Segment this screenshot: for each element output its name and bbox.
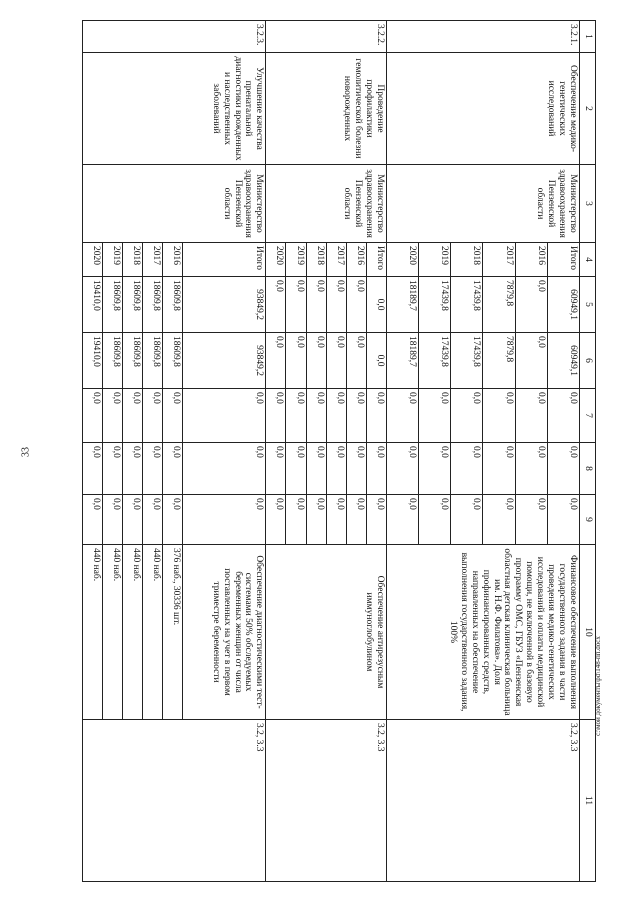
indicator-reference: 3.2, 3.3 — [386, 720, 579, 882]
federal-budget-cell: 0,0 — [306, 389, 326, 443]
total-funding-cell: 0,0 — [366, 277, 386, 333]
period-cell: 2019 — [103, 243, 123, 277]
total-funding-cell: 17439,8 — [418, 277, 450, 333]
total-funding-cell: 0,0 — [346, 277, 366, 333]
total-funding-cell: 18609,8 — [123, 277, 143, 333]
indicator-value: 440 наб. — [83, 545, 103, 720]
period-cell: 2018 — [123, 243, 143, 277]
federal-budget-cell: 0,0 — [163, 389, 183, 443]
indicator-description: Финансовое обеспечение выполнения государственного задания в части проведения медико-генетических исследований и оплаты медицинской помощи, не включенной в базовую программу ОМС, ГБУЗ «Пензенская областная детская клиническая больница им. Н.Ф. Филатова». Доля профинансированных средств, направленных на обеспечение выполнения государственного задания, 100% — [386, 545, 579, 720]
table-row — [183, 21, 266, 882]
table-row — [366, 21, 386, 882]
regional-budget-cell: 7879,8 — [483, 333, 515, 389]
period-cell: 2016 — [515, 243, 547, 277]
regional-budget-cell: 17439,8 — [451, 333, 483, 389]
indicator-description: Обеспечение диагностическими тест-системами 50% обследуемых беременных женщин от числа поставленных на учет в первом триместре беременности — [183, 545, 266, 720]
extrabudget-cell: 0,0 — [163, 495, 183, 545]
column-header-8: 8 — [580, 443, 596, 495]
federal-budget-cell: 0,0 — [418, 389, 450, 443]
period-cell: Итого — [183, 243, 266, 277]
regional-budget-cell: 0,0 — [366, 333, 386, 389]
total-funding-cell: 19410,0 — [83, 277, 103, 333]
federal-budget-cell: 0,0 — [515, 389, 547, 443]
period-cell: 2017 — [143, 243, 163, 277]
period-cell: 2018 — [306, 243, 326, 277]
local-budget-cell: 0,0 — [306, 443, 326, 495]
regional-budget-cell: 17439,8 — [418, 333, 450, 389]
activity-name: Улучшение качества пренатальной диагностики врожденных и наследственных заболеваний — [83, 53, 266, 165]
period-cell: Итого — [366, 243, 386, 277]
federal-budget-cell: 0,0 — [386, 389, 418, 443]
column-header-11: 11 — [580, 720, 596, 882]
extrabudget-cell: 0,0 — [326, 495, 346, 545]
local-budget-cell: 0,0 — [515, 443, 547, 495]
period-cell: 2019 — [418, 243, 450, 277]
activity-name: Проведение профилактики гемолитической болезни новорожденных — [266, 53, 386, 165]
extrabudget-cell: 0,0 — [306, 495, 326, 545]
period-cell: 2019 — [286, 243, 306, 277]
column-header-9: 9 — [580, 495, 596, 545]
extrabudget-cell: 0,0 — [366, 495, 386, 545]
indicator-value: 440 наб. — [123, 545, 143, 720]
total-funding-cell: 0,0 — [515, 277, 547, 333]
federal-budget-cell: 0,0 — [346, 389, 366, 443]
local-budget-cell: 0,0 — [183, 443, 266, 495]
regional-budget-cell: 0,0 — [515, 333, 547, 389]
regional-budget-cell: 19410,0 — [83, 333, 103, 389]
regional-budget-cell: 0,0 — [346, 333, 366, 389]
total-funding-cell: 18609,8 — [163, 277, 183, 333]
total-funding-cell: 18189,7 — [386, 277, 418, 333]
total-funding-cell: 93849,2 — [183, 277, 266, 333]
period-cell: Итого — [547, 243, 579, 277]
period-cell: 2016 — [163, 243, 183, 277]
federal-budget-cell: 0,0 — [366, 389, 386, 443]
column-header-6: 6 — [580, 333, 596, 389]
local-budget-cell: 0,0 — [266, 443, 286, 495]
regional-budget-cell: 0,0 — [326, 333, 346, 389]
extrabudget-cell: 0,0 — [386, 495, 418, 545]
responsible-executor: Министерство здравоохранения Пензенской области — [386, 165, 579, 243]
local-budget-cell: 0,0 — [451, 443, 483, 495]
activity-number: 3.2.2. — [266, 21, 386, 53]
local-budget-cell: 0,0 — [547, 443, 579, 495]
column-header-2: 2 — [580, 53, 596, 165]
total-funding-cell: 18609,8 — [143, 277, 163, 333]
period-cell: 2017 — [483, 243, 515, 277]
indicator-value: 440 наб. — [103, 545, 123, 720]
total-funding-cell: 18609,8 — [103, 277, 123, 333]
column-header-10: 10 — [580, 545, 596, 720]
total-funding-cell: 60949,1 — [547, 277, 579, 333]
indicator-reference: 3.2, 3.3 — [83, 720, 266, 882]
extrabudget-cell: 0,0 — [483, 495, 515, 545]
regional-budget-cell: 18609,8 — [143, 333, 163, 389]
total-funding-cell: 0,0 — [326, 277, 346, 333]
program-activities-table — [82, 20, 596, 882]
regional-budget-cell: 93849,2 — [183, 333, 266, 389]
extrabudget-cell: 0,0 — [286, 495, 306, 545]
activity-number: 3.2.1. — [386, 21, 579, 53]
regional-budget-cell: 0,0 — [266, 333, 286, 389]
regional-budget-cell: 60949,1 — [547, 333, 579, 389]
federal-budget-cell: 0,0 — [143, 389, 163, 443]
extrabudget-cell: 0,0 — [346, 495, 366, 545]
total-funding-cell: 0,0 — [306, 277, 326, 333]
column-header-1: 1 — [580, 21, 596, 53]
local-budget-cell: 0,0 — [163, 443, 183, 495]
local-budget-cell: 0,0 — [83, 443, 103, 495]
extrabudget-cell: 0,0 — [103, 495, 123, 545]
footer-file-path: c:\мои документы\pd\148-пп.docx — [594, 636, 602, 736]
federal-budget-cell: 0,0 — [451, 389, 483, 443]
page-number: 33 — [20, 447, 32, 457]
indicator-description: Обеспечение антирезусным иммуноглобулином — [266, 545, 386, 720]
local-budget-cell: 0,0 — [286, 443, 306, 495]
federal-budget-cell: 0,0 — [183, 389, 266, 443]
local-budget-cell: 0,0 — [103, 443, 123, 495]
extrabudget-cell: 0,0 — [143, 495, 163, 545]
activity-name: Обеспечение медико-генетических исследований — [386, 53, 579, 165]
period-cell: 2020 — [386, 243, 418, 277]
indicator-reference: 3.2, 3.3 — [266, 720, 386, 882]
federal-budget-cell: 0,0 — [123, 389, 143, 443]
total-funding-cell: 17439,8 — [451, 277, 483, 333]
extrabudget-cell: 0,0 — [451, 495, 483, 545]
federal-budget-cell: 0,0 — [286, 389, 306, 443]
indicator-value: 376 наб., 30336 шт. — [163, 545, 183, 720]
column-header-7: 7 — [580, 389, 596, 443]
period-cell: 2018 — [451, 243, 483, 277]
regional-budget-cell: 18609,8 — [103, 333, 123, 389]
federal-budget-cell: 0,0 — [103, 389, 123, 443]
responsible-executor: Министерство здравоохранения Пензенской области — [266, 165, 386, 243]
extrabudget-cell: 0,0 — [266, 495, 286, 545]
local-budget-cell: 0,0 — [123, 443, 143, 495]
column-header-row — [580, 21, 596, 882]
responsible-executor: Министерство здравоохранения Пензенской области — [83, 165, 266, 243]
total-funding-cell: 0,0 — [266, 277, 286, 333]
total-funding-cell: 7879,8 — [483, 277, 515, 333]
program-table-frame — [82, 20, 596, 881]
extrabudget-cell: 0,0 — [515, 495, 547, 545]
extrabudget-cell: 0,0 — [183, 495, 266, 545]
extrabudget-cell: 0,0 — [418, 495, 450, 545]
period-cell: 2017 — [326, 243, 346, 277]
period-cell: 2016 — [346, 243, 366, 277]
extrabudget-cell: 0,0 — [547, 495, 579, 545]
regional-budget-cell: 18189,7 — [386, 333, 418, 389]
regional-budget-cell: 0,0 — [306, 333, 326, 389]
regional-budget-cell: 18609,8 — [123, 333, 143, 389]
table-row — [547, 21, 579, 882]
table-body — [83, 21, 580, 882]
federal-budget-cell: 0,0 — [326, 389, 346, 443]
indicator-value: 440 наб. — [143, 545, 163, 720]
column-header-4: 4 — [580, 243, 596, 277]
period-cell: 2020 — [266, 243, 286, 277]
local-budget-cell: 0,0 — [346, 443, 366, 495]
federal-budget-cell: 0,0 — [83, 389, 103, 443]
column-header-3: 3 — [580, 165, 596, 243]
local-budget-cell: 0,0 — [386, 443, 418, 495]
activity-number: 3.2.3. — [83, 21, 266, 53]
local-budget-cell: 0,0 — [366, 443, 386, 495]
extrabudget-cell: 0,0 — [83, 495, 103, 545]
column-header-5: 5 — [580, 277, 596, 333]
regional-budget-cell: 18609,8 — [163, 333, 183, 389]
regional-budget-cell: 0,0 — [286, 333, 306, 389]
period-cell: 2020 — [83, 243, 103, 277]
federal-budget-cell: 0,0 — [483, 389, 515, 443]
local-budget-cell: 0,0 — [418, 443, 450, 495]
federal-budget-cell: 0,0 — [266, 389, 286, 443]
local-budget-cell: 0,0 — [326, 443, 346, 495]
local-budget-cell: 0,0 — [143, 443, 163, 495]
total-funding-cell: 0,0 — [286, 277, 306, 333]
local-budget-cell: 0,0 — [483, 443, 515, 495]
federal-budget-cell: 0,0 — [547, 389, 579, 443]
extrabudget-cell: 0,0 — [123, 495, 143, 545]
